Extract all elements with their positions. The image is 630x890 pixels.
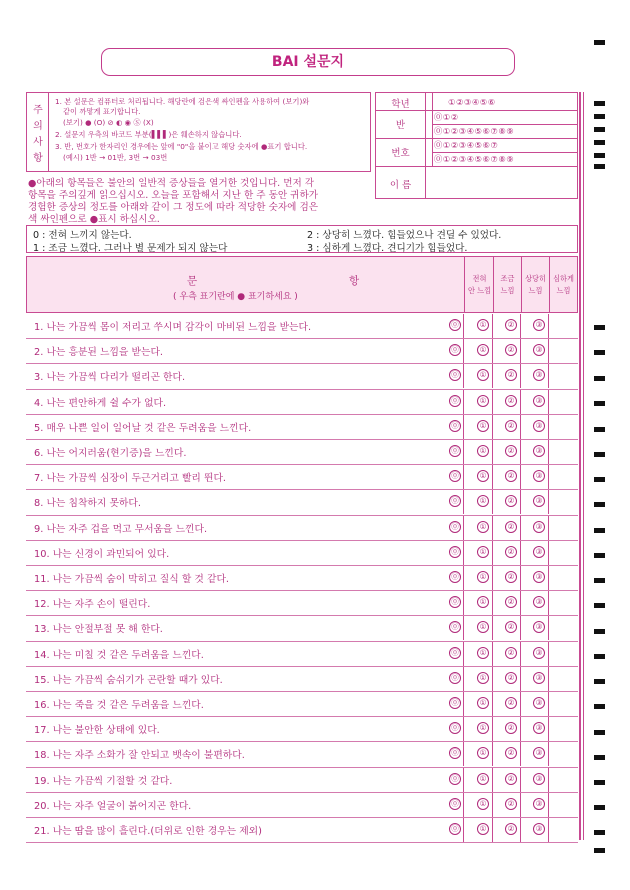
answer-bubble-0[interactable]: ⓪: [449, 470, 461, 482]
timing-mark: [594, 401, 605, 406]
answer-bubble-0[interactable]: ⓪: [449, 647, 461, 659]
question-text: 20. 나는 자주 얼굴이 붉어지곤 한다.: [34, 800, 192, 812]
answer-bubble-1[interactable]: ①: [477, 344, 489, 356]
grade-label: 학년: [391, 99, 410, 110]
answer-bubble-2[interactable]: ②: [505, 823, 517, 835]
question-text: 18. 나는 자주 소화가 잘 안되고 뱃속이 불편하다.: [34, 750, 245, 762]
notice-heading-char: 의: [33, 121, 43, 132]
timing-mark: [594, 376, 605, 381]
timing-mark: [594, 452, 605, 457]
timing-mark: [594, 848, 605, 853]
notice-line: 2. 설문지 우측의 바코드 부분(▌▌▌)은 훼손하지 않습니다.: [55, 130, 242, 139]
question-header: [26, 256, 578, 313]
notice-box: [26, 92, 371, 172]
question-text: 14. 나는 미칠 것 같은 두려움을 느낀다.: [34, 649, 204, 661]
answer-bubble-2[interactable]: ②: [505, 445, 517, 457]
timing-mark: [594, 755, 605, 760]
question-row: [26, 717, 578, 742]
question-row: [26, 667, 578, 692]
question-row: [26, 591, 578, 616]
answer-bubble-1[interactable]: ①: [477, 395, 489, 407]
timing-mark: [594, 153, 605, 158]
answer-bubble-0[interactable]: ⓪: [449, 344, 461, 356]
class-bubbles-tens[interactable]: ⓪①②: [434, 112, 459, 122]
col-header-3-bottom: 느낌: [556, 286, 571, 295]
col-header-2-bottom: 느낌: [528, 286, 543, 295]
answer-bubble-1[interactable]: ①: [477, 596, 489, 608]
answer-bubble-3[interactable]: ③: [533, 747, 545, 759]
question-text: 16. 나는 죽을 것 같은 두려움을 느낀다.: [34, 700, 204, 711]
answer-bubble-0[interactable]: ⓪: [449, 521, 461, 533]
answer-bubble-1[interactable]: ①: [477, 722, 489, 734]
question-row: [26, 768, 578, 793]
answer-bubble-2[interactable]: ②: [505, 672, 517, 684]
question-text: 12. 나는 자주 손이 떨린다.: [34, 599, 151, 611]
answer-bubble-0[interactable]: ⓪: [449, 798, 461, 810]
answer-bubble-1[interactable]: ①: [477, 647, 489, 659]
col-header-1-bottom: 느낌: [500, 286, 515, 295]
question-row: [26, 642, 578, 667]
answer-bubble-3[interactable]: ③: [533, 395, 545, 407]
answer-bubble-1[interactable]: ①: [477, 773, 489, 785]
notice-line: 같이 까맣게 표기합니다.: [63, 107, 141, 116]
answer-bubble-3[interactable]: ③: [533, 647, 545, 659]
answer-bubble-2[interactable]: ②: [505, 773, 517, 785]
answer-bubble-3[interactable]: ③: [533, 319, 545, 331]
scale-2: 2 : 상당히 느꼈다. 힘들었으나 견딜 수 있었다.: [307, 230, 502, 241]
question-row: [26, 742, 578, 767]
question-text: 5. 매우 나쁜 일이 일어날 것 같은 두려움을 느낀다.: [34, 422, 252, 434]
answer-bubble-2[interactable]: ②: [505, 621, 517, 633]
name-label: 이 름: [389, 180, 412, 191]
answer-bubble-1[interactable]: ①: [477, 546, 489, 558]
question-row: [26, 616, 578, 641]
scale-3: 3 : 심하게 느꼈다. 견디기가 힘들었다.: [307, 243, 468, 254]
answer-bubble-2[interactable]: ②: [505, 747, 517, 759]
timing-mark: [594, 427, 605, 432]
timing-mark: [594, 830, 605, 835]
answer-bubble-2[interactable]: ②: [505, 521, 517, 533]
question-row: [26, 793, 578, 818]
question-text: 8. 나는 침착하지 못하다.: [34, 498, 141, 510]
question-text: 19. 나는 가끔씩 기절할 것 같다.: [34, 775, 173, 787]
scale-1: 1 : 조금 느꼈다. 그러나 별 문제가 되지 않는다: [33, 243, 228, 254]
answer-bubble-0[interactable]: ⓪: [449, 621, 461, 633]
timing-mark: [594, 502, 605, 507]
answer-bubble-0[interactable]: ⓪: [449, 445, 461, 457]
answer-bubble-1[interactable]: ①: [477, 445, 489, 457]
answer-bubble-0[interactable]: ⓪: [449, 546, 461, 558]
question-row: [26, 566, 578, 591]
answer-bubble-1[interactable]: ①: [477, 571, 489, 583]
answer-bubble-3[interactable]: ③: [533, 495, 545, 507]
timing-mark: [594, 477, 605, 482]
question-row: [26, 516, 578, 541]
rating-scale: [26, 225, 578, 253]
question-row: [26, 818, 578, 843]
answer-bubble-1[interactable]: ①: [477, 470, 489, 482]
timing-mark: [594, 114, 605, 119]
answer-bubble-3[interactable]: ③: [533, 823, 545, 835]
question-text: 2. 나는 흥분된 느낌을 받는다.: [34, 347, 164, 359]
answer-bubble-1[interactable]: ①: [477, 672, 489, 684]
answer-bubble-2[interactable]: ②: [505, 546, 517, 558]
answer-bubble-2[interactable]: ②: [505, 420, 517, 432]
answer-bubble-3[interactable]: ③: [533, 521, 545, 533]
question-row: [26, 314, 578, 339]
answer-bubble-3[interactable]: ③: [533, 470, 545, 482]
timing-mark: [594, 325, 605, 330]
answer-bubble-0[interactable]: ⓪: [449, 773, 461, 785]
scale-0: 0 : 전혀 느끼지 않는다.: [33, 230, 132, 241]
question-text: 1. 나는 가끔씩 몸이 저리고 쑤시며 감각이 마비된 느낌을 받는다.: [34, 322, 312, 333]
question-text: 10. 나는 신경이 과민되어 있다.: [34, 548, 170, 560]
timing-mark: [594, 164, 605, 169]
timing-mark: [594, 101, 605, 106]
form-title: BAI 설문지: [101, 48, 515, 76]
intro-line: ●아래의 항목들은 불안의 일반적 증상들을 열거한 것입니다. 먼저 각: [28, 178, 315, 189]
answer-bubble-1[interactable]: ①: [477, 823, 489, 835]
timing-mark: [594, 350, 605, 355]
question-text: 3. 나는 가끔씩 다리가 떨리곤 한다.: [34, 372, 186, 384]
answer-bubble-1[interactable]: ①: [477, 521, 489, 533]
notice-line: 3. 반, 번호가 한자리인 경우에는 앞에 "0"을 붙이고 해당 숫자에 ●표기 합니다.: [55, 142, 308, 151]
answer-bubble-1[interactable]: ①: [477, 369, 489, 381]
intro-line: 경험한 증상의 정도를 아래와 같이 그 정도에 따라 적당한 숫자에 검은: [28, 202, 318, 213]
timing-mark: [594, 629, 605, 634]
answer-bubble-2[interactable]: ②: [505, 319, 517, 331]
answer-bubble-0[interactable]: ⓪: [449, 571, 461, 583]
student-id-table: [375, 92, 578, 199]
notice-example: (보기) ● (O) ⊘ ◐ ◉ Ⓢ (X): [63, 118, 154, 127]
question-row: [26, 415, 578, 440]
col-header-0-top: 전혀: [472, 274, 487, 283]
answer-bubble-2[interactable]: ②: [505, 571, 517, 583]
question-row: [26, 490, 578, 515]
answer-bubble-2[interactable]: ②: [505, 722, 517, 734]
answer-bubble-3[interactable]: ③: [533, 621, 545, 633]
answer-bubble-0[interactable]: ⓪: [449, 672, 461, 684]
question-text: 21. 나는 땀을 많이 흘린다.(더위로 인한 경우는 제외): [34, 826, 262, 837]
number-label: 번호: [391, 148, 410, 159]
question-row: [26, 692, 578, 717]
notice-heading-char: 주: [33, 105, 43, 116]
answer-bubble-3[interactable]: ③: [533, 697, 545, 709]
question-row: [26, 339, 578, 364]
col-header-1-top: 조금: [500, 274, 515, 283]
header-label-2: 항: [349, 275, 360, 287]
answer-bubble-3[interactable]: ③: [533, 672, 545, 684]
notice-line: 1. 본 설문은 컴퓨터로 처리됩니다. 해당란에 검은색 싸인펜을 사용하여 (보기)와: [55, 97, 310, 106]
notice-heading-char: 사: [33, 137, 43, 148]
header-label-1: 문: [187, 275, 198, 287]
intro-line: 항목을 주의깊게 읽으십시오. 오늘을 포함해서 지난 한 주 동안 귀하가: [28, 190, 318, 201]
answer-bubble-2[interactable]: ②: [505, 470, 517, 482]
answer-bubble-3[interactable]: ③: [533, 798, 545, 810]
number-bubbles-tens[interactable]: ⓪①②③④⑤⑥⑦: [434, 140, 499, 150]
timing-mark: [594, 140, 605, 145]
question-text: 7. 나는 가끔씩 심장이 두근거리고 빨리 뛴다.: [34, 473, 227, 485]
col-header-0-bottom: 안 느낌: [467, 286, 492, 295]
question-row: [26, 364, 578, 389]
answer-bubble-2[interactable]: ②: [505, 395, 517, 407]
answer-bubble-0[interactable]: ⓪: [449, 369, 461, 381]
question-text: 13. 나는 안절부절 못 해 한다.: [34, 624, 163, 636]
question-row: [26, 440, 578, 465]
col-header-2-top: 상당히: [525, 274, 546, 283]
timing-mark: [594, 40, 605, 45]
answer-bubble-3[interactable]: ③: [533, 722, 545, 734]
grade-bubbles[interactable]: ①②③④⑤⑥: [448, 97, 496, 107]
answer-bubble-0[interactable]: ⓪: [449, 420, 461, 432]
answer-bubble-3[interactable]: ③: [533, 344, 545, 356]
timing-mark: [594, 528, 605, 533]
question-text: 9. 나는 자주 겁을 먹고 무서움을 느낀다.: [34, 523, 208, 535]
answer-bubble-2[interactable]: ②: [505, 596, 517, 608]
notice-line: (예시) 1반 → 01반, 3번 → 03번: [63, 153, 168, 162]
timing-mark: [594, 654, 605, 659]
number-bubbles-ones[interactable]: ⓪①②③④⑤⑥⑦⑧⑨: [434, 154, 515, 164]
answer-bubble-2[interactable]: ②: [505, 697, 517, 709]
answer-bubble-0[interactable]: ⓪: [449, 319, 461, 331]
answer-bubble-1[interactable]: ①: [477, 319, 489, 331]
answer-bubble-1[interactable]: ①: [477, 697, 489, 709]
answer-bubble-0[interactable]: ⓪: [449, 722, 461, 734]
timing-mark: [594, 780, 605, 785]
right-border: [579, 92, 581, 840]
answer-bubble-1[interactable]: ①: [477, 420, 489, 432]
timing-mark: [594, 730, 605, 735]
question-row: [26, 390, 578, 415]
answer-bubble-1[interactable]: ①: [477, 747, 489, 759]
answer-bubble-0[interactable]: ⓪: [449, 697, 461, 709]
answer-bubble-3[interactable]: ③: [533, 420, 545, 432]
answer-bubble-2[interactable]: ②: [505, 369, 517, 381]
question-text: 4. 나는 편안하게 쉴 수가 없다.: [34, 397, 167, 409]
intro-line: 색 싸인펜으로 ●표시 하십시오.: [28, 214, 160, 225]
question-text: 15. 나는 가끔씩 숨쉬기가 곤란할 때가 있다.: [34, 674, 223, 686]
answer-bubble-3[interactable]: ③: [533, 596, 545, 608]
timing-mark: [594, 679, 605, 684]
right-border-inner: [583, 92, 584, 840]
answer-bubble-2[interactable]: ②: [505, 647, 517, 659]
answer-bubble-3[interactable]: ③: [533, 571, 545, 583]
answer-bubble-1[interactable]: ①: [477, 495, 489, 507]
answer-bubble-2[interactable]: ②: [505, 344, 517, 356]
class-bubbles-ones[interactable]: ⓪①②③④⑤⑥⑦⑧⑨: [434, 126, 515, 136]
question-text: 6. 나는 어지러움(현기증)을 느낀다.: [34, 448, 187, 459]
timing-mark: [594, 704, 605, 709]
answer-bubble-3[interactable]: ③: [533, 369, 545, 381]
answer-bubble-3[interactable]: ③: [533, 546, 545, 558]
class-label: 반: [395, 120, 406, 131]
answer-bubble-0[interactable]: ⓪: [449, 395, 461, 407]
answer-bubble-0[interactable]: ⓪: [449, 495, 461, 507]
answer-bubble-0[interactable]: ⓪: [449, 823, 461, 835]
answer-bubble-2[interactable]: ②: [505, 798, 517, 810]
col-header-3-top: 심하게: [553, 274, 574, 283]
question-text: 17. 나는 불안한 상태에 있다.: [34, 725, 160, 737]
timing-mark: [594, 805, 605, 810]
answer-bubble-3[interactable]: ③: [533, 445, 545, 457]
timing-mark: [594, 127, 605, 132]
name-field[interactable]: [431, 169, 571, 195]
question-text: 11. 나는 가끔씩 숨이 막히고 질식 할 것 같다.: [34, 574, 230, 585]
answer-bubble-0[interactable]: ⓪: [449, 747, 461, 759]
answer-bubble-1[interactable]: ①: [477, 798, 489, 810]
question-row: [26, 541, 578, 566]
answer-bubble-3[interactable]: ③: [533, 773, 545, 785]
answer-bubble-2[interactable]: ②: [505, 495, 517, 507]
answer-bubble-0[interactable]: ⓪: [449, 596, 461, 608]
header-sublabel: ( 우측 표기란에 ● 표기하세요 ): [173, 292, 298, 302]
timing-mark: [594, 578, 605, 583]
answer-bubble-1[interactable]: ①: [477, 621, 489, 633]
timing-mark: [594, 553, 605, 558]
timing-mark: [594, 603, 605, 608]
notice-heading-char: 항: [33, 153, 43, 164]
question-row: [26, 465, 578, 490]
